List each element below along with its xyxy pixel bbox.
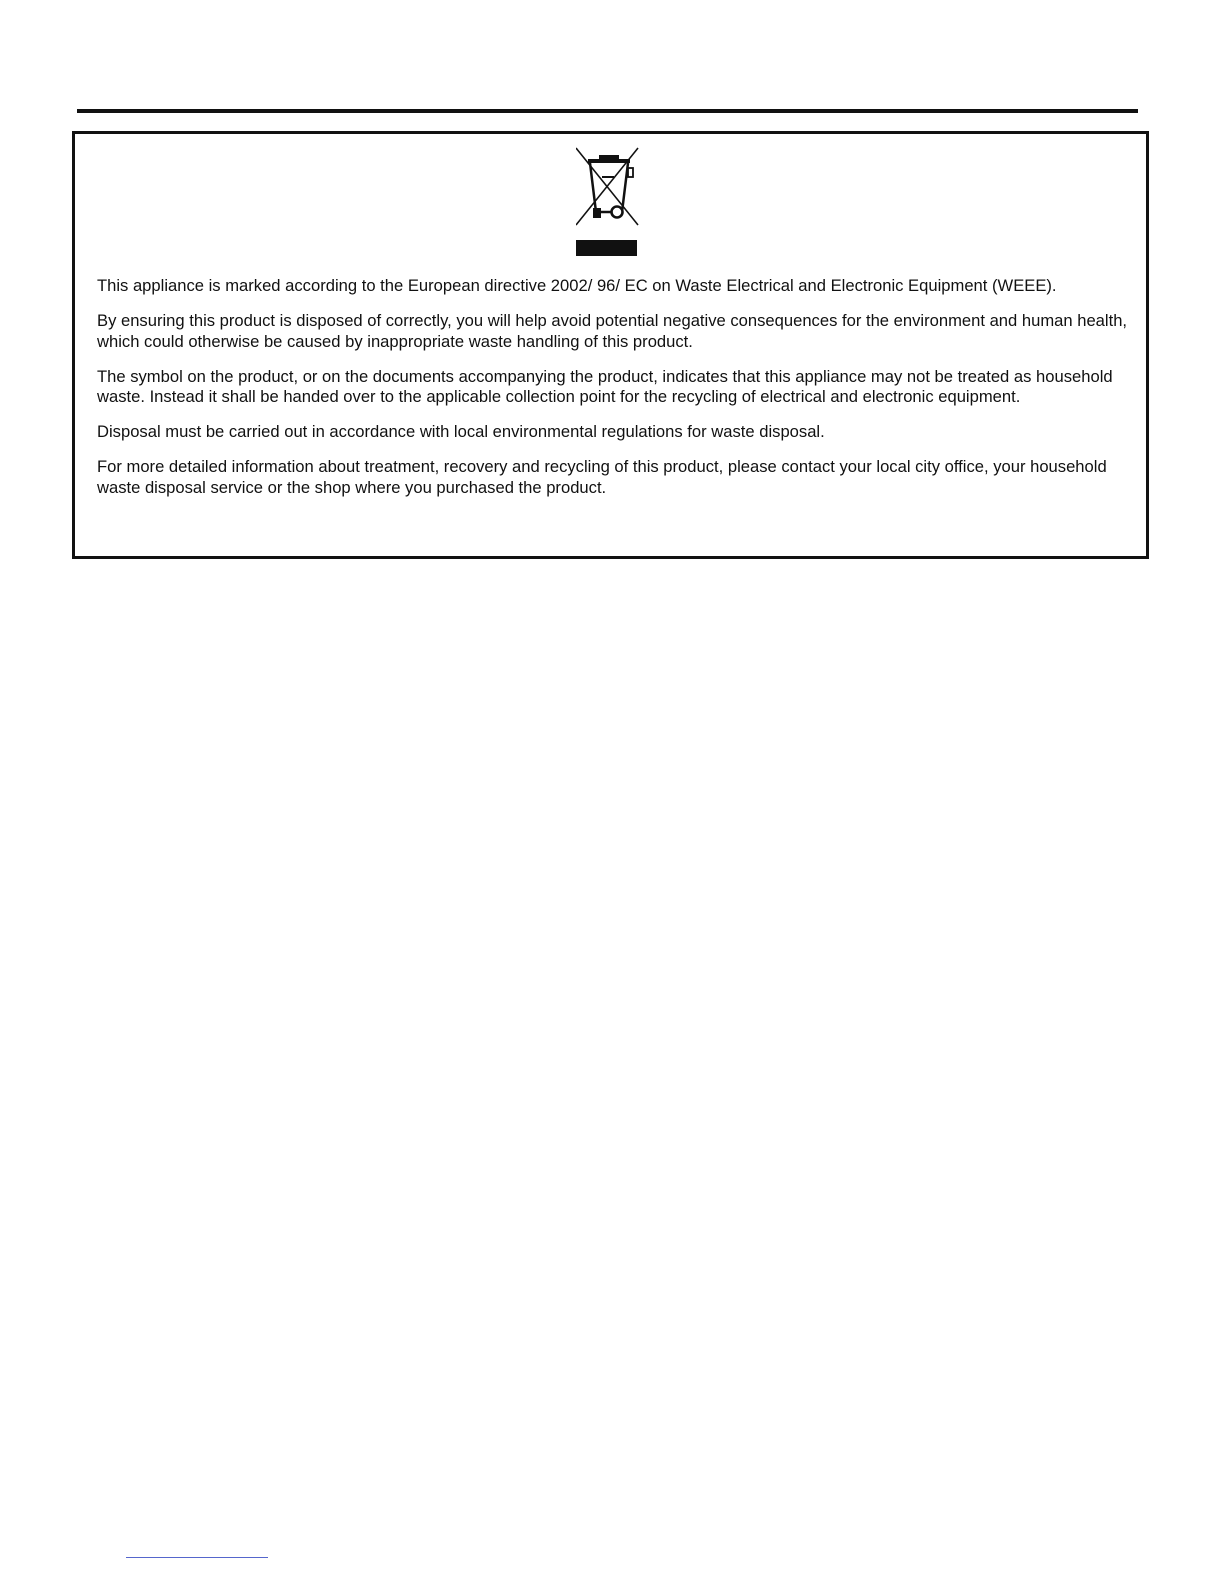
top-horizontal-rule [77, 109, 1138, 113]
paragraph-disposal-benefit: By ensuring this product is disposed of correctly, you will help avoid potential negative consequences for the environment and human health, which could otherwise be caused by inappropriate waste handling of this product. [97, 311, 1128, 351]
notice-text [97, 276, 1132, 513]
paragraph-more-information: For more detailed information about treatment, recovery and recycling of this product, please contact your local city office, your household waste disposal service or the shop where you purchased the product. [97, 457, 1107, 497]
paragraph-symbol-meaning: The symbol on the product, or on the documents accompanying the product, indicates that this appliance may not be treated as household waste. Instead it shall be handed over to the applicable collection point for the recycling of electrical and electronic equipment. [97, 366, 1113, 406]
crossed-out-wheelie-bin-icon [576, 146, 644, 258]
paragraph-weee-directive: This appliance is marked according to the European directive 2002/ 96/ EC on Waste Electrical and Electronic Equipment (WEEE). [97, 276, 1057, 295]
footer-line [126, 1557, 268, 1558]
paragraph-local-regulations: Disposal must be carried out in accordance with local environmental regulations for waste disposal. [97, 422, 825, 441]
